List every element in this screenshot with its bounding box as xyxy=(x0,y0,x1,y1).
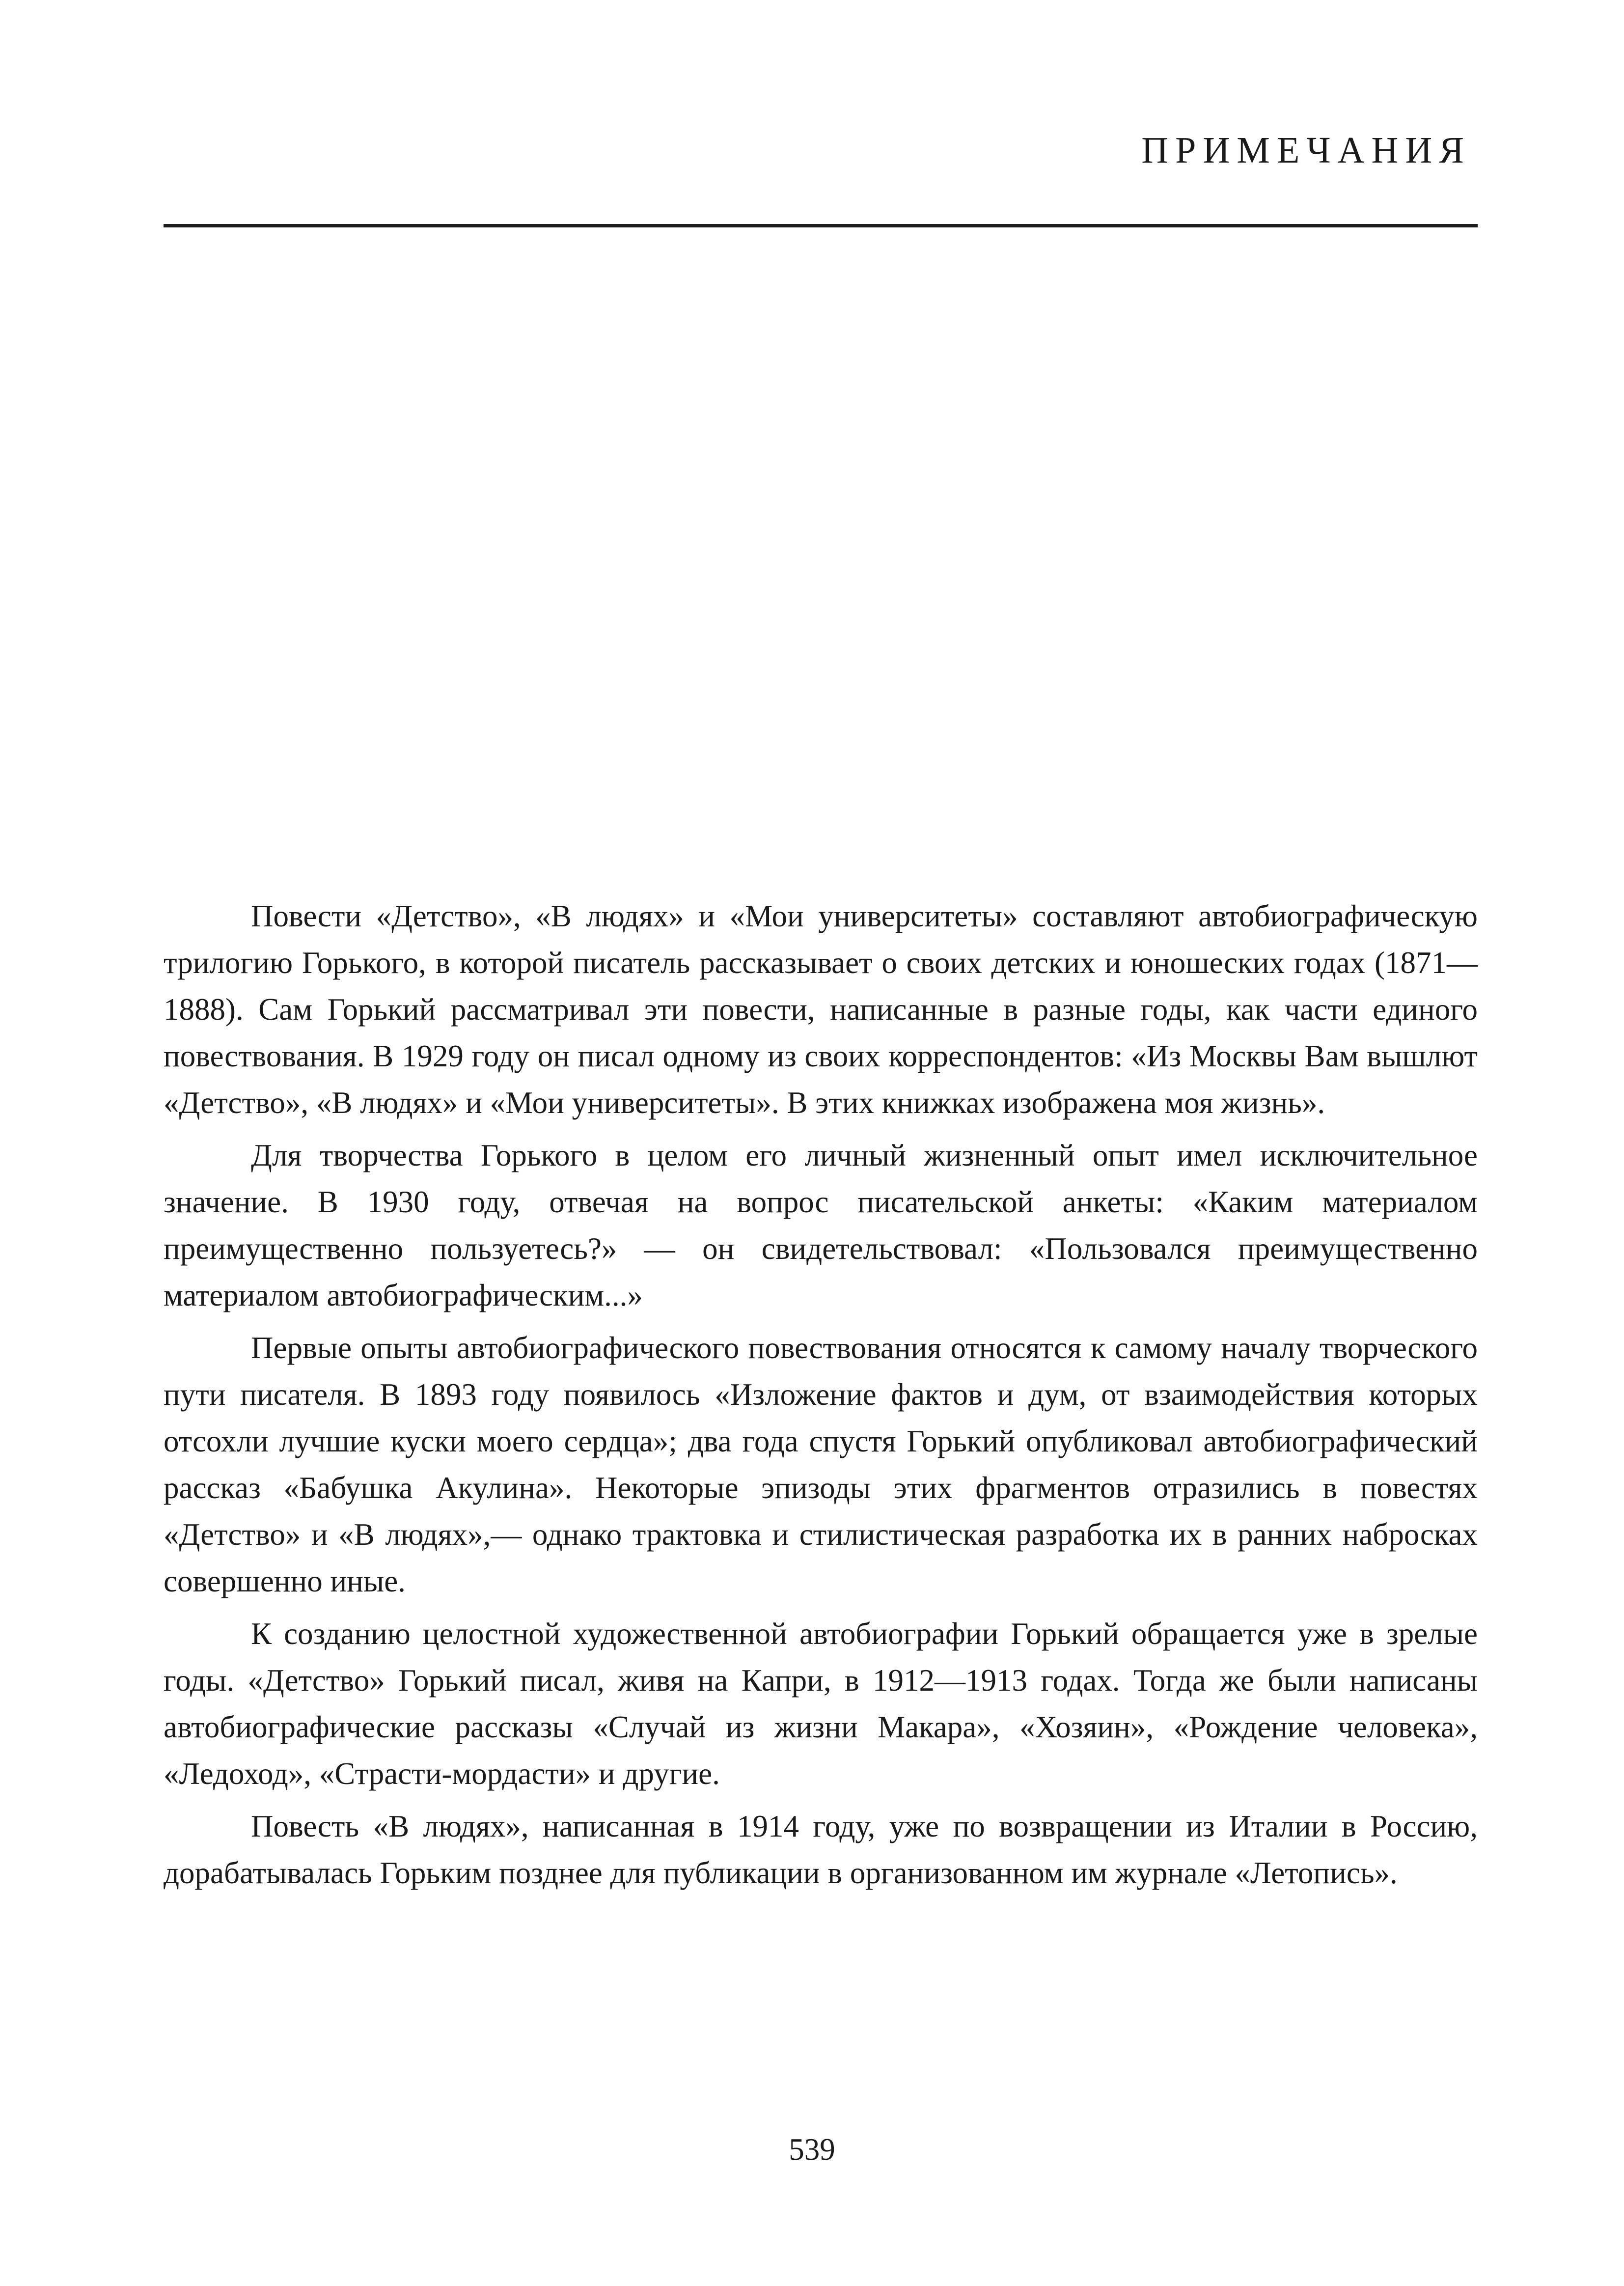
paragraph-5: Повесть «В людях», написанная в 1914 году, уже по возвращении из Италии в Россию, дорабатывалась Горьким позднее для публикации в организованном им журнале «Летопись». xyxy=(164,1809,1478,1890)
page-title: ПРИМЕЧАНИЯ xyxy=(1141,130,1471,171)
page-number: 539 xyxy=(789,2132,835,2167)
paragraph-2: Для творчества Горького в целом его личный жизненный опыт имел исключительное значение. В 1930 году, отвечая на вопрос писательской анкеты: «Каким материалом преимущественно пользуетесь?» — он свидетельствовал: «Пользовался преимущественно материалом автобиографическим...» xyxy=(164,1138,1478,1312)
title-rule xyxy=(164,224,1478,227)
paragraph-3: Первые опыты автобиографического повествования относятся к самому началу творческого пути писателя. В 1893 году появилось «Изложение фактов и дум, от взаимодействия которых отсохли лучшие куски моего сердца»; два года спустя Горький опубликовал автобиографический рассказ «Бабушка Акулина». Некоторые эпизоды этих фрагментов отразились в повестях «Детство» и «В людях»,— однако трактовка и стилистическая разработка их в ранних набросках совершенно иные. xyxy=(164,1331,1478,1598)
paragraph-4: К созданию целостной художественной автобиографии Горький обращается уже в зрелые годы. «Детство» Горький писал, живя на Капри, в 1912—1913 годах. Тогда же были написаны автобиографические рассказы «Случай из жизни Макара», «Хозяин», «Рождение человека», «Ледоход», «Страсти-мордасти» и другие. xyxy=(164,1617,1478,1791)
notes-body xyxy=(164,893,1478,1902)
paragraph-1: Повести «Детство», «В людях» и «Мои университеты» составляют автобиографическую трилогию Горького, в которой писатель рассказывает о своих детских и юношеских годах (1871—1888). Сам Горький рассматривал эти повести, написанные в разные годы, как части единого повествования. В 1929 году он писал одному из своих корреспондентов: «Из Москвы Вам вышлют «Детство», «В людях» и «Мои университеты». В этих книжках изображена моя жизнь». xyxy=(164,899,1478,1120)
